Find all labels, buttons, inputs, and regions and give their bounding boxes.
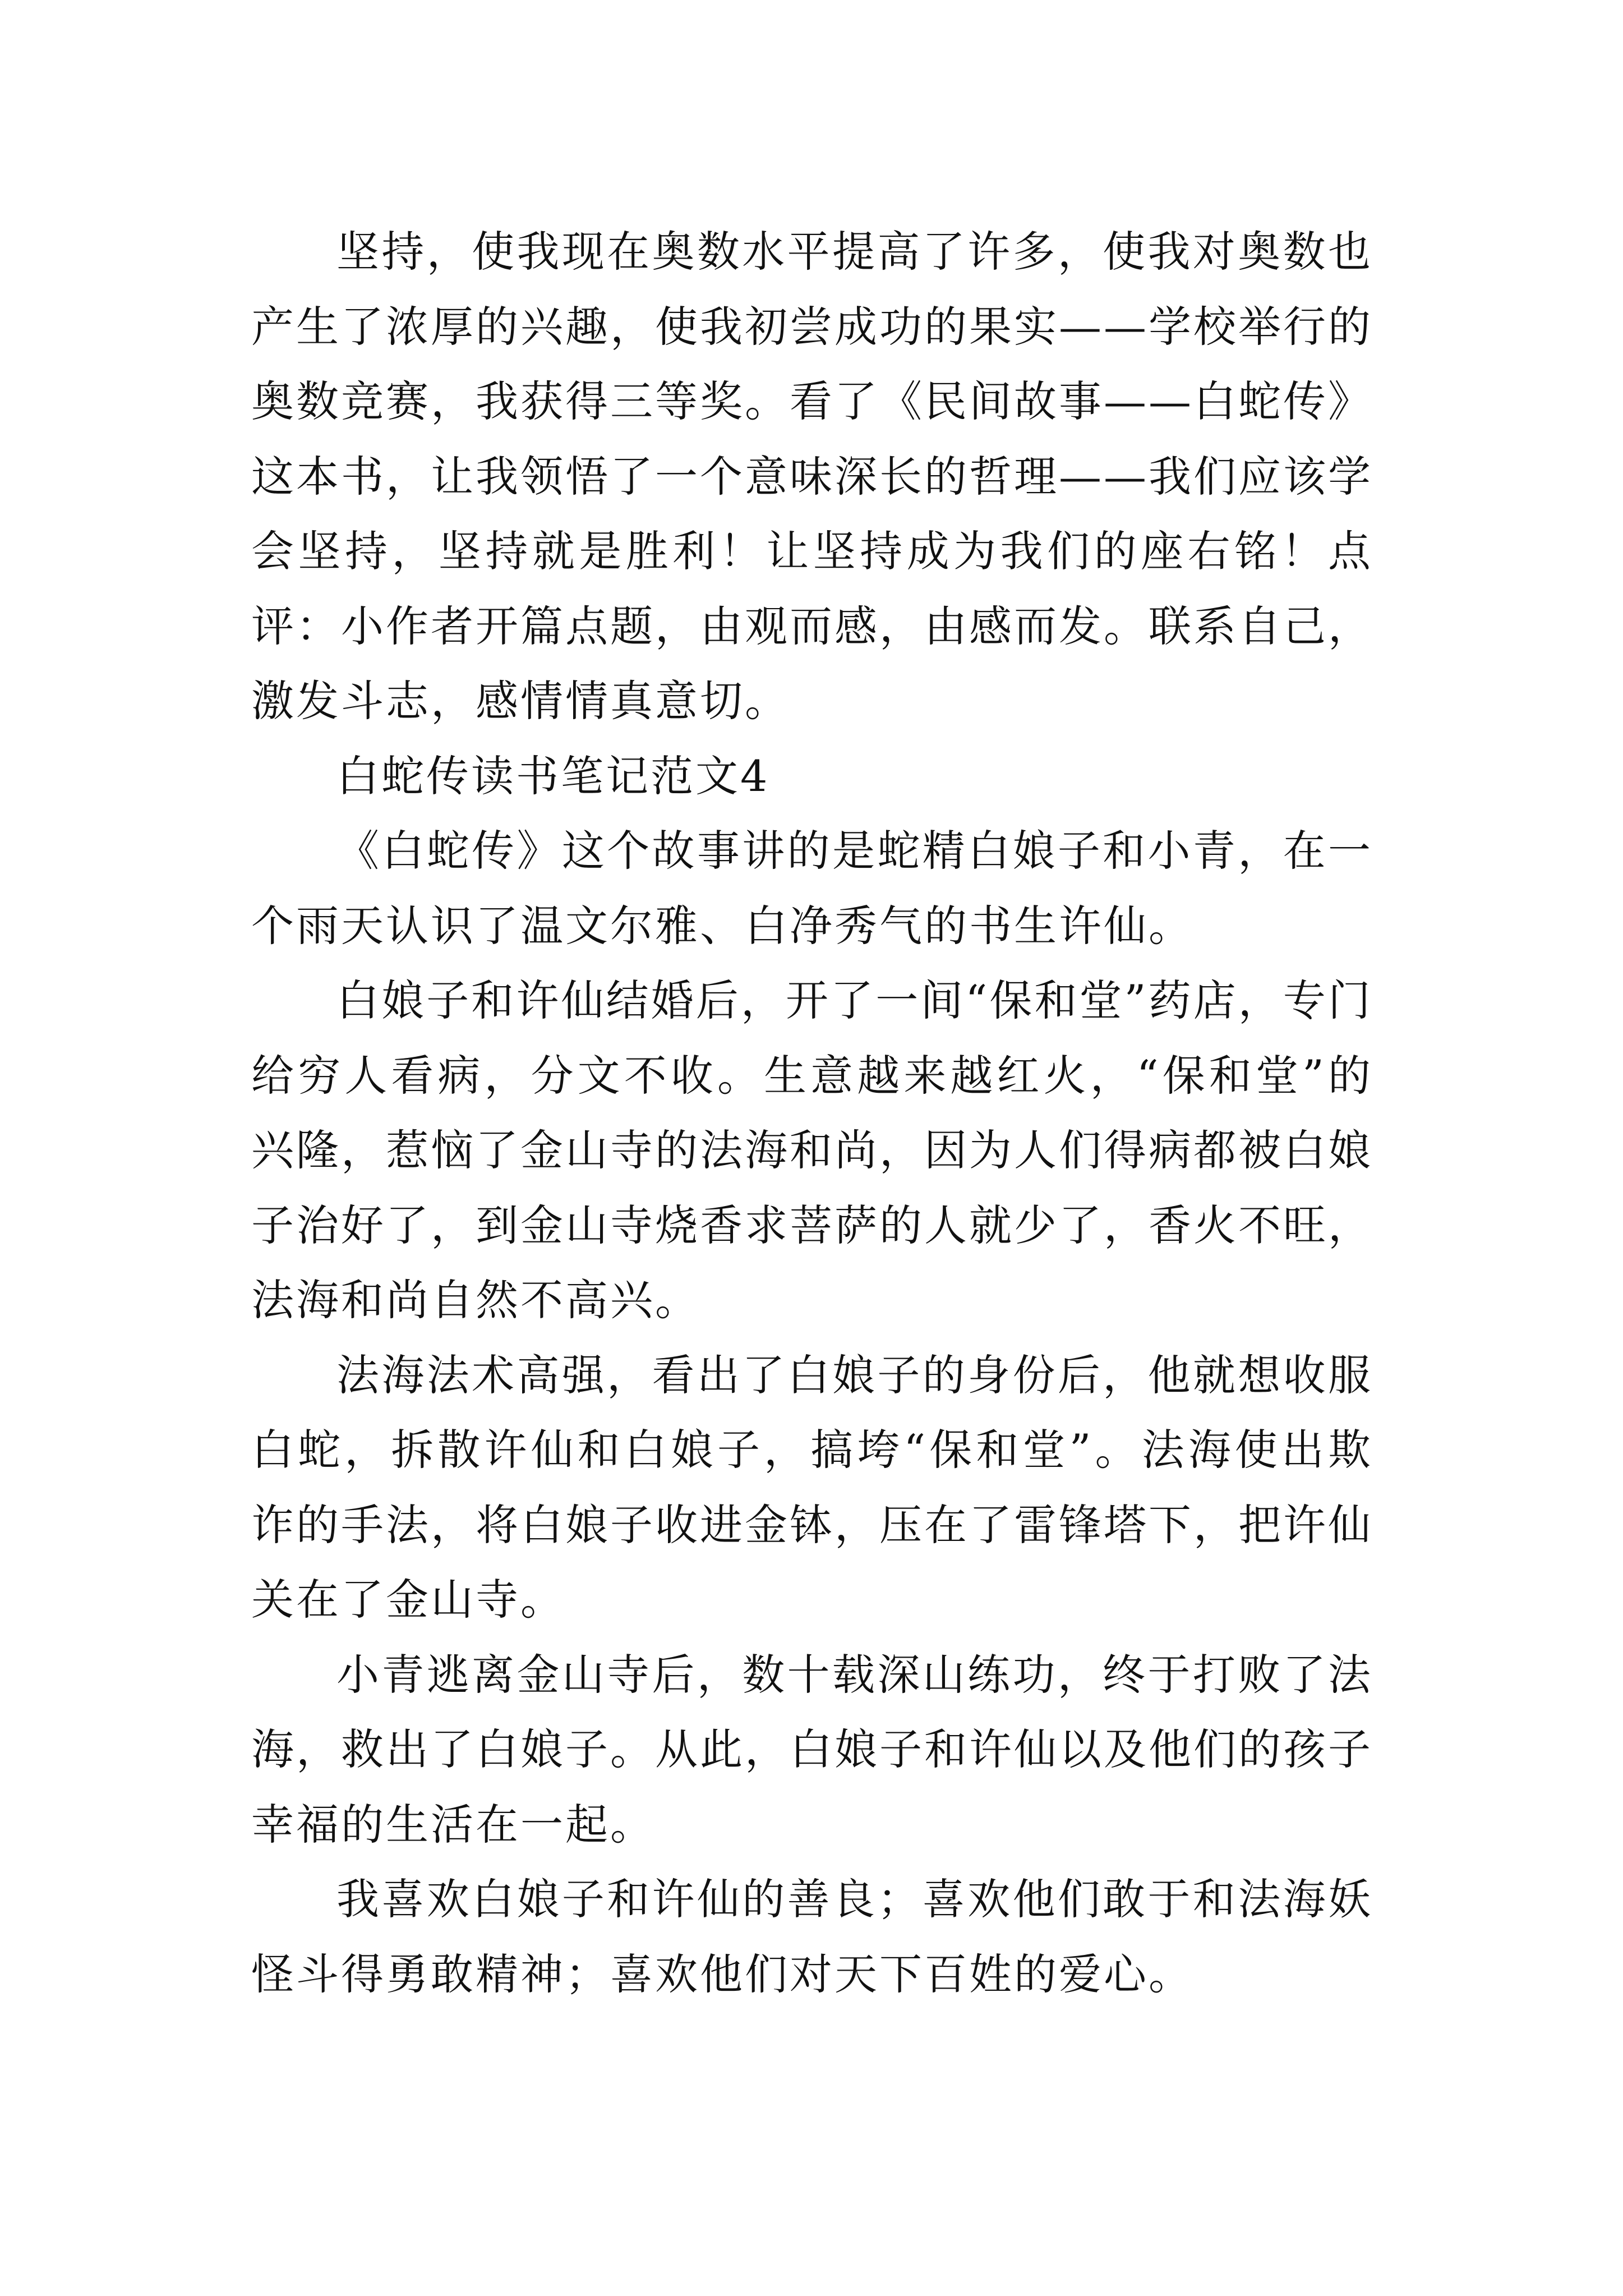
paragraph: 法海法术高强，看出了白娘子的身份后，他就想收服白蛇，拆散许仙和白娘子，搞垮“保和堂”。法海使出欺诈的手法，将白娘子收进金钵，压在了雷锋塔下，把许仙关在了金山寺。	[251, 1350, 1373, 1625]
paragraph: 小青逃离金山寺后，数十载深山练功，终于打败了法海，救出了白娘子。从此，白娘子和许仙以及他们的孩子幸福的生活在一起。	[251, 1649, 1373, 1849]
paragraph: 白娘子和许仙结婚后，开了一间“保和堂”药店，专门给穷人看病，分文不收。生意越来越红火，“保和堂”的兴隆，惹恼了金山寺的法海和尚，因为人们得病都被白娘子治好了，到金山寺烧香求菩萨的人就少了，香火不旺，法海和尚自然不高兴。	[251, 976, 1373, 1325]
document-body	[251, 214, 1373, 2012]
paragraph: 《白蛇传》这个故事讲的是蛇精白娘子和小青，在一个雨天认识了温文尔雅、白净秀气的书生许仙。	[251, 826, 1373, 951]
section-heading: 白蛇传读书笔记范文4	[336, 751, 770, 801]
paragraph: 我喜欢白娘子和许仙的善良；喜欢他们敢于和法海妖怪斗得勇敢精神；喜欢他们对天下百姓的爱心。	[251, 1874, 1373, 1999]
paragraph: 坚持，使我现在奥数水平提高了许多，使我对奥数也产生了浓厚的兴趣，使我初尝成功的果实——学校举行的奥数竞赛，我获得三等奖。看了《民间故事——白蛇传》这本书，让我领悟了一个意味深长的哲理——我们应该学会坚持，坚持就是胜利！让坚持成为我们的座右铭！点评：小作者开篇点题，由观而感，由感而发。联系自己，激发斗志，感情情真意切。	[251, 227, 1373, 726]
